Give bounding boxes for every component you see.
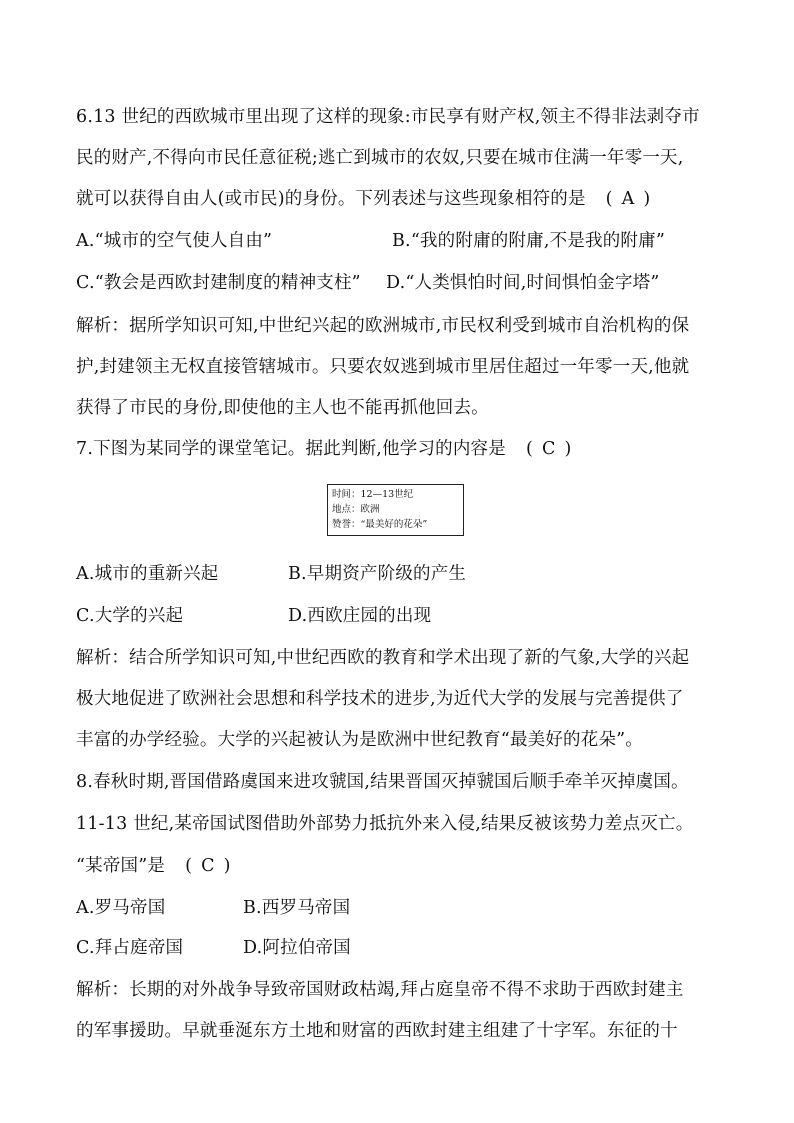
q7-analysis-line-2: 极大地促进了欧洲社会思想和科学技术的进步,为近代大学的发展与完善提供了	[76, 689, 684, 709]
q6-option-a: A.“城市的空气使人自由”	[76, 231, 273, 251]
q6-options-row-2	[76, 272, 660, 294]
q8-option-a: A.罗马帝国	[76, 898, 166, 918]
q7-option-d: D.西欧庄园的出现	[288, 606, 432, 626]
q7-stem-text: 7.下图为某同学的课堂笔记。据此判断,他学习的内容是	[76, 439, 506, 459]
q8-answer: ( C )	[185, 856, 231, 876]
q7-answer: ( C )	[525, 439, 572, 459]
q7-analysis-line-1: 解析：结合所学知识可知,中世纪西欧的教育和学术出现了新的气象,大学的兴起	[76, 648, 690, 668]
q8-stem-line-2: 11-13 世纪,某帝国试图借助外部势力抵抗外来入侵,结果反被该势力差点灭亡。	[76, 814, 694, 834]
q7-option-a: A.城市的重新兴起	[76, 564, 219, 584]
q6-stem-text: 就可以获得自由人(或市民)的身份。下列表述与这些现象相符的是	[76, 189, 586, 209]
q6-option-c: C.“教会是西欧封建制度的精神支柱”	[76, 273, 361, 293]
q8-stem-text: “某帝国”是	[76, 856, 166, 876]
q8-stem-line-3	[76, 855, 231, 877]
q8-analysis-line-2: 的军事援助。早就垂涎东方土地和财富的西欧封建主组建了十字军。东征的十	[76, 1021, 678, 1041]
q7-options-row-2	[76, 605, 432, 627]
q6-stem-line-3	[76, 188, 650, 210]
class-note-box	[327, 484, 464, 536]
q8-option-d: D.阿拉伯帝国	[243, 938, 351, 958]
q7-option-c: C.大学的兴起	[76, 606, 184, 626]
note-praise: 赞誉：“最美好的花朵”	[332, 519, 428, 530]
q6-analysis-line-2: 护,封建领主无权直接管辖城市。只要农奴逃到城市里居住超过一年零一天,他就	[76, 357, 690, 377]
note-time: 时间：12—13世纪	[332, 489, 414, 500]
q6-answer: ( A )	[605, 189, 651, 209]
q7-option-b: B.早期资产阶级的产生	[288, 564, 467, 584]
q8-stem-line-1: 8.春秋时期,晋国借路虞国来进攻虢国,结果晋国灭掉虢国后顺手牵羊灭掉虞国。	[76, 772, 689, 792]
q8-options-row-2	[76, 937, 351, 959]
q6-option-b: B.“我的附庸的附庸,不是我的附庸”	[392, 231, 665, 251]
q6-option-d: D.“人类惧怕时间,时间惧怕金字塔”	[386, 273, 660, 293]
q6-stem-line-2: 民的财产,不得向市民任意征税;逃亡到城市的农奴,只要在城市住满一年零一天,	[76, 148, 684, 168]
q8-option-b: B.西罗马帝国	[243, 898, 351, 918]
q8-options-row-1	[76, 897, 351, 919]
q6-analysis-line-1: 解析：据所学知识可知,中世纪兴起的欧洲城市,市民权利受到城市自治机构的保	[76, 316, 690, 336]
q6-stem-line-1: 6.13 世纪的西欧城市里出现了这样的现象:市民享有财产权,领主不得非法剥夺市	[76, 107, 700, 127]
q8-option-c: C.拜占庭帝国	[76, 938, 184, 958]
q6-analysis-line-3: 获得了市民的身份,即使他的主人也不能再抓他回去。	[76, 398, 489, 418]
note-place: 地点：欧洲	[332, 504, 380, 515]
q7-stem	[76, 438, 572, 460]
q6-options-row-1	[76, 230, 665, 252]
q7-analysis-line-3: 丰富的办学经验。大学的兴起被认为是欧洲中世纪教育“最美好的花朵”。	[76, 730, 643, 750]
q8-analysis-line-1: 解析：长期的对外战争导致帝国财政枯竭,拜占庭皇帝不得不求助于西欧封建主	[76, 980, 684, 1000]
q7-options-row-1	[76, 563, 467, 585]
